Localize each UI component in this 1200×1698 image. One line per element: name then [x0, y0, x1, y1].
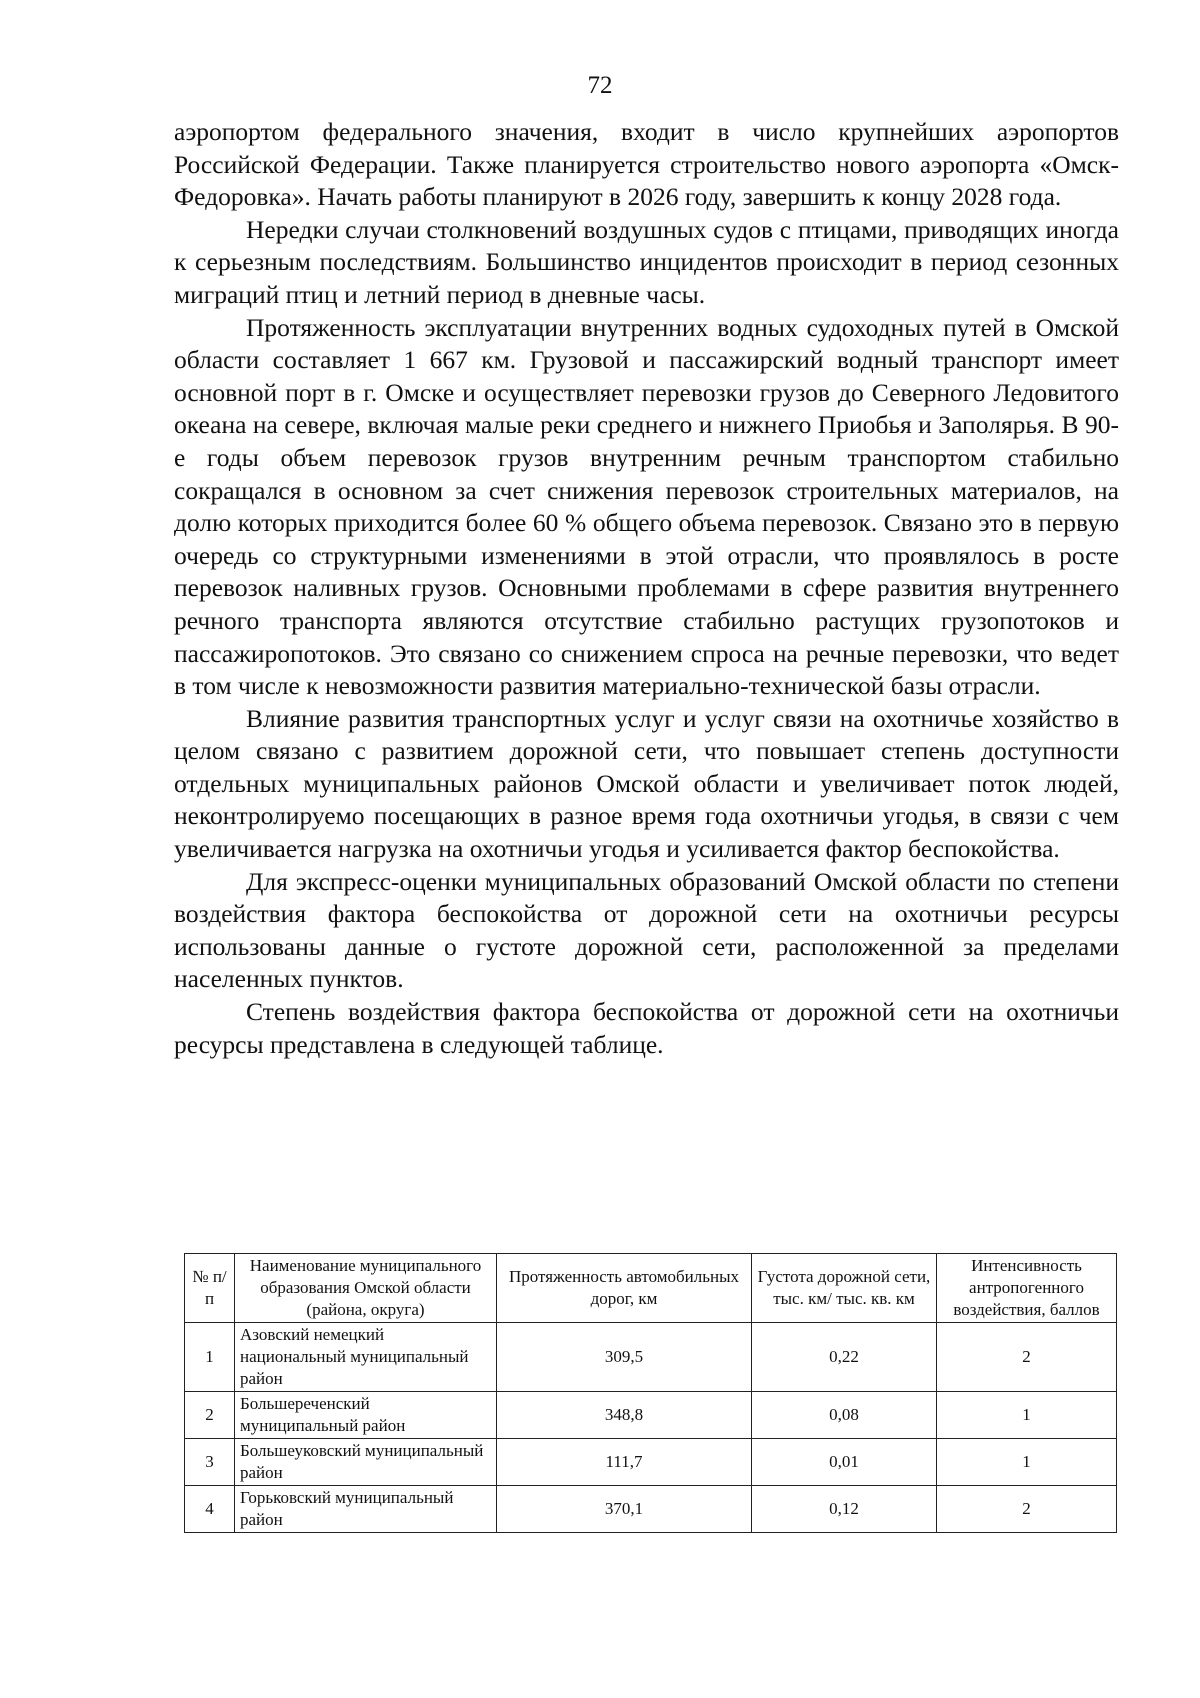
text-line: аэропортом федерального значения, входит в число крупнейших аэропортов — [174, 117, 1119, 146]
text-line: Влияние развития транспортных услуг и услуг связи на охотничье — [246, 703, 984, 733]
road-network-table — [184, 1253, 1117, 1533]
cell-impact-intensity: 1 — [937, 1392, 1117, 1439]
text-line: иногда к серьезным последствиям. Большинство инцидентов происходит в — [174, 214, 1119, 277]
text-line: Нередки случаи столкновений воздушных судов с птицами, приводящих — [246, 214, 1039, 244]
text-line: грузопотоков и пассажиропотоков. Это связано со снижением спроса — [174, 605, 1120, 668]
table-row — [185, 1486, 1117, 1533]
cell-impact-intensity: 2 — [937, 1323, 1117, 1392]
text-line: и увеличивает поток людей, неконтролируемо посещающих в разное время — [174, 768, 1120, 831]
cell-municipality: Азовский немецкий национальный муниципальный район — [235, 1323, 497, 1392]
header-road-density: Густота дорожной сети, тыс. км/ тыс. кв. км — [752, 1254, 937, 1323]
text-line: на речные перевозки, что ведет в том числе к невозможности развития — [174, 638, 1119, 701]
cell-road-density: 0,08 — [752, 1392, 937, 1439]
paragraph-3 — [174, 312, 1119, 703]
paragraph-2 — [174, 214, 1119, 312]
header-municipality: Наименование муниципального образования Омской области (района, округа) — [235, 1254, 497, 1323]
text-line: со структурными изменениями в этой отрасли, что проявлялось в росте — [272, 540, 1120, 570]
text-line: внутренним речным транспортом стабильно сокращался в основном за счет — [174, 442, 1120, 505]
cell-impact-intensity: 2 — [937, 1486, 1117, 1533]
text-line: на охотничьи угодья и усиливается фактор беспокойства. — [438, 834, 1060, 864]
cell-number: 1 — [185, 1323, 235, 1392]
text-line: снижения перевозок строительных материалов, на долю которых приходится — [174, 475, 1119, 538]
text-line: на охотничьи ресурсы представлена в следующей таблице. — [174, 997, 1120, 1059]
text-line: хозяйство в целом связано с развитием дорожной сети, что повышает степень — [174, 703, 1119, 766]
cell-road-length: 348,8 — [497, 1392, 752, 1439]
cell-municipality: Горьковский муниципальный район — [235, 1486, 497, 1533]
table-row — [185, 1392, 1117, 1439]
text-line: расположенной за пределами населенных пунктов. — [174, 931, 1120, 994]
table-row — [185, 1323, 1117, 1392]
paragraph-1 — [174, 116, 1119, 214]
header-impact-intensity: Интенсивность антропогенного воздействия, баллов — [937, 1254, 1117, 1323]
cell-road-length: 370,1 — [497, 1486, 752, 1533]
cell-road-length: 111,7 — [497, 1439, 752, 1486]
text-line: более 60 % общего объема перевозок. Связано это в первую очередь — [174, 508, 1120, 570]
table-header-row — [185, 1254, 1117, 1323]
header-road-length: Протяженность автомобильных дорог, км — [497, 1254, 752, 1323]
text-line: материально-технической базы отрасли. — [602, 671, 1041, 701]
text-line: и нижнего Приобья и Заполярья. В 90-е годы объем перевозок грузов — [174, 410, 1119, 472]
header-number: № п/п — [185, 1254, 235, 1323]
text-line: внутреннего речного транспорта являются отсутствие стабильно растущих — [174, 573, 1120, 635]
paragraph-6 — [174, 996, 1119, 1061]
text-line: транспорт имеет основной порт в г. Омске и осуществляет перевозки грузов — [174, 345, 1120, 407]
text-line: года охотничьи угодья, в связи с чем увеличивается нагрузка — [174, 801, 1119, 864]
text-line: Для экспресс-оценки муниципальных образований Омской области — [246, 866, 991, 896]
text-line: на охотничьи ресурсы использованы данные о густоте дорожной сети, — [174, 899, 1120, 961]
text-line: период сезонных миграций птиц и летний период — [174, 247, 1119, 309]
cell-municipality: Большереченский муниципальный район — [235, 1392, 497, 1439]
cell-number: 2 — [185, 1392, 235, 1439]
text-line: 2028 года. — [951, 182, 1062, 212]
paragraph-5 — [174, 866, 1119, 996]
text-line: в дневные часы. — [529, 279, 706, 309]
body-text — [174, 116, 1119, 1061]
text-line: до Северного Ледовитого океана на севере, включая малые реки среднего — [174, 377, 1120, 440]
text-line: «Омск-Федоровка». Начать работы планируют в 2026 году, завершить к концу — [174, 149, 1119, 212]
cell-municipality: Большеуковский муниципальный район — [235, 1439, 497, 1486]
text-line: Протяженность эксплуатации внутренних водных судоходных путей — [246, 312, 1006, 342]
cell-impact-intensity: 1 — [937, 1439, 1117, 1486]
road-network-table-container — [184, 1253, 1116, 1533]
text-line: по степени воздействия фактора беспокойства от дорожной сети — [174, 866, 1119, 929]
cell-road-density: 0,01 — [752, 1439, 937, 1486]
cell-road-length: 309,5 — [497, 1323, 752, 1392]
cell-road-density: 0,12 — [752, 1486, 937, 1533]
text-line: доступности отдельных муниципальных районов Омской области — [174, 736, 1120, 798]
text-line: Российской Федерации. Также планируется строительство нового аэропорта — [174, 149, 1030, 179]
text-line: перевозок наливных грузов. Основными проблемами в сфере развития — [174, 573, 974, 603]
text-line: в Омской области составляет 1 667 км. Грузовой и пассажирский водный — [174, 312, 1119, 375]
page-number: 72 — [587, 72, 613, 99]
text-line: Степень воздействия фактора беспокойства от дорожной сети — [246, 997, 956, 1027]
table-row — [185, 1439, 1117, 1486]
cell-number: 3 — [185, 1439, 235, 1486]
paragraph-4 — [174, 703, 1119, 866]
cell-road-density: 0,22 — [752, 1323, 937, 1392]
cell-number: 4 — [185, 1486, 235, 1533]
